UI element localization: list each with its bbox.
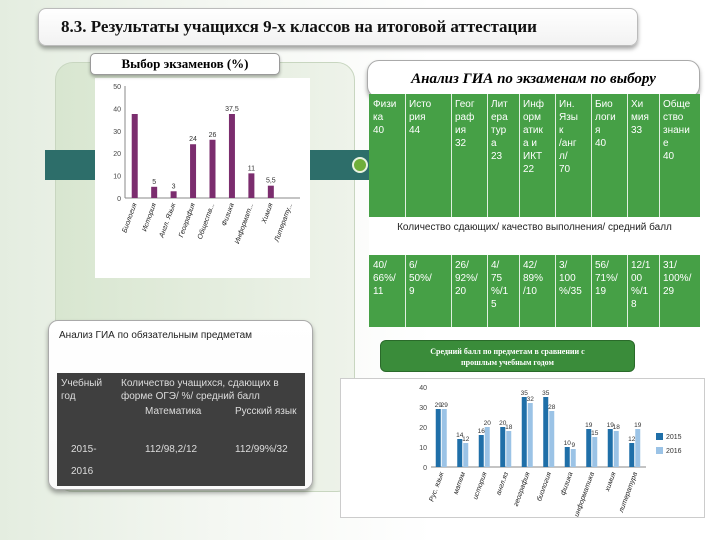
choice-table-caption: Количество сдающих/ качество выполнения/ средний балл <box>397 222 672 233</box>
table-divider <box>627 255 628 327</box>
subject-cell-line: Геог <box>455 99 475 110</box>
data-label: 35 <box>542 390 550 397</box>
result-cell <box>409 259 432 298</box>
bar <box>248 173 254 198</box>
category-label: Физика <box>221 202 236 228</box>
result-cell-line: %/1 <box>491 286 509 297</box>
mandatory-title: Анализ ГИА по обязательным предметам <box>59 330 253 341</box>
category-label: Рус. язык <box>428 471 446 503</box>
bar <box>268 186 274 198</box>
table-divider <box>487 94 488 217</box>
mandatory-panel <box>48 320 313 490</box>
analysis-header: Анализ ГИА по экзаменам по выбору <box>367 60 700 98</box>
bar-2016 <box>614 431 619 467</box>
exam-choice-label: Выбор экзаменов (%) <box>90 53 280 75</box>
year-cell <box>71 439 97 483</box>
category-label: история <box>472 471 489 501</box>
table-divider <box>405 255 406 327</box>
subject-cell <box>559 98 578 176</box>
subject-cell <box>409 98 431 137</box>
bar-2015 <box>522 397 527 467</box>
bar <box>229 114 235 198</box>
result-cell-line: 100%/ <box>663 273 692 284</box>
table-divider <box>451 255 452 327</box>
result-cell <box>523 259 543 298</box>
result-cell <box>559 259 582 298</box>
result-cell-line: 12/1 <box>631 260 651 271</box>
subject-cell-line: Био <box>595 99 613 110</box>
bar-2016 <box>528 403 533 467</box>
data-label: 12 <box>462 436 470 443</box>
data-label: 20 <box>483 420 491 427</box>
subject-cell-line: атик <box>523 125 543 136</box>
math-value: 112/98,2/12 <box>145 444 198 455</box>
bar-2016 <box>442 409 447 467</box>
subject-cell-line: Хи <box>631 99 644 110</box>
col-count-header <box>121 377 303 403</box>
legend-swatch <box>656 447 663 454</box>
result-cell-line: 00 <box>631 273 643 284</box>
data-label: 24 <box>189 136 197 144</box>
data-label: 5,5 <box>265 177 276 185</box>
y-tick-label: 40 <box>113 106 121 114</box>
subject-cell-line: рия <box>409 112 426 123</box>
data-label: 9 <box>571 442 576 449</box>
subject-cell-line: 33 <box>631 125 643 136</box>
data-label: 28 <box>548 404 556 411</box>
result-cell-line: 20 <box>455 286 467 297</box>
y-tick-label: 30 <box>419 405 427 412</box>
year-line: 2016 <box>71 466 94 477</box>
category-label: информатика <box>573 471 597 518</box>
data-label: 29 <box>434 402 442 409</box>
category-label: История <box>141 202 159 233</box>
result-cell <box>595 259 618 298</box>
y-tick-label: 30 <box>113 128 121 136</box>
bar-2015 <box>629 443 634 467</box>
category-label: биология <box>536 471 554 503</box>
y-tick-label: 20 <box>419 425 427 432</box>
math-header: Математика <box>145 406 202 417</box>
subject-cell-line: л/ <box>559 151 568 162</box>
y-tick-label: 40 <box>419 385 427 392</box>
result-cell-line: 11 <box>373 286 384 297</box>
subject-cell-line: орм <box>523 112 541 123</box>
subject-cell-line: а <box>491 138 497 149</box>
bar-2016 <box>549 411 554 467</box>
result-cell-line: 42/ <box>523 260 537 271</box>
table-divider <box>555 94 556 217</box>
result-cell <box>491 259 508 311</box>
table-divider <box>519 255 520 327</box>
category-label: Англ. Язык <box>158 202 178 239</box>
result-cell-line: 50%/ <box>409 273 432 284</box>
legend-label: 2015 <box>666 434 682 441</box>
result-cell-line: 5 <box>491 299 497 310</box>
y-tick-label: 0 <box>117 196 121 203</box>
result-cell-line: %/35 <box>559 286 582 297</box>
subject-cell-line: а и <box>523 138 537 149</box>
bar-2016 <box>506 431 511 467</box>
result-cell-line: 75 <box>491 273 503 284</box>
slide-title: 8.3. Результаты учащихся 9-х классов на итоговой аттестации <box>38 8 638 46</box>
data-label: 12 <box>628 436 636 443</box>
data-label: 10 <box>563 440 571 447</box>
subject-cell-line: знани <box>663 125 690 136</box>
subject-cell-line: 44 <box>409 125 421 136</box>
subject-cell-line: 40 <box>595 138 607 149</box>
y-tick-label: 10 <box>113 173 121 181</box>
result-cell-line: 100 <box>559 273 576 284</box>
subject-cell-line: мия <box>631 112 649 123</box>
category-label: география <box>512 471 532 508</box>
result-cell-line: %/1 <box>631 286 649 297</box>
decorative-dot <box>352 157 368 173</box>
subject-cell <box>595 98 616 150</box>
result-cell-line: 4/ <box>491 260 500 271</box>
data-label: 37,5 <box>225 106 239 113</box>
result-cell-line: 6/ <box>409 260 418 271</box>
subject-cell-line: 40 <box>663 151 675 162</box>
bar <box>190 144 196 198</box>
subject-cell-line: ка <box>373 112 384 123</box>
subject-cell <box>523 98 544 176</box>
subject-cell-line: /анг <box>559 138 577 149</box>
category-label: Химия <box>260 202 275 225</box>
year-line: 2015- <box>71 444 97 455</box>
table-divider <box>627 94 628 217</box>
col-year-line: год <box>61 391 76 402</box>
bar-2015 <box>565 447 570 467</box>
result-cell-line: 66%/ <box>373 273 396 284</box>
bar <box>132 114 138 198</box>
result-cell-line: 71%/ <box>595 273 618 284</box>
subject-cell <box>663 98 690 163</box>
table-divider <box>591 255 592 327</box>
subject-cell-line: Язы <box>559 112 578 123</box>
subject-cell-line: 40 <box>373 125 385 136</box>
category-label: литература <box>618 471 640 514</box>
table-divider <box>519 94 520 217</box>
table-divider <box>659 94 660 217</box>
result-cell-line: 29 <box>663 286 675 297</box>
bar-2015 <box>457 439 462 467</box>
bar-2016 <box>592 437 597 467</box>
subject-cell <box>455 98 475 150</box>
table-divider <box>405 94 406 217</box>
choice-table-results <box>369 255 700 327</box>
bar-2015 <box>436 409 441 467</box>
subject-cell-line: 22 <box>523 164 535 175</box>
bar-2016 <box>571 449 576 467</box>
bar <box>151 187 157 198</box>
category-label: География <box>178 202 197 239</box>
table-divider <box>451 94 452 217</box>
legend-swatch <box>656 433 663 440</box>
data-label: 26 <box>208 131 217 139</box>
category-label: Обществ... <box>196 202 217 241</box>
bar-2016 <box>463 443 468 467</box>
bar-2015 <box>479 435 484 467</box>
mandatory-table <box>57 373 305 486</box>
subject-cell-line: Обще <box>663 99 691 110</box>
subject-cell-line: 70 <box>559 164 571 175</box>
data-label: 16 <box>477 428 485 435</box>
bar <box>210 140 216 198</box>
subject-cell-line: ИКТ <box>523 151 543 162</box>
result-cell-line: 89% <box>523 273 544 284</box>
subject-cell <box>491 98 508 163</box>
russian-header: Русский язык <box>235 406 297 417</box>
result-cell <box>373 259 396 298</box>
subject-cell-line: я <box>595 125 601 136</box>
choice-table-subjects <box>369 94 700 217</box>
result-cell-line: 40/ <box>373 260 387 271</box>
subject-cell-line: Физи <box>373 99 397 110</box>
data-label: 32 <box>526 396 534 403</box>
y-tick-label: 10 <box>419 445 427 452</box>
table-divider <box>659 255 660 327</box>
result-cell-line: 56/ <box>595 260 609 271</box>
data-label: 14 <box>456 432 464 439</box>
data-label: 5 <box>152 178 157 186</box>
subject-cell-line: раф <box>455 112 475 123</box>
bar-2016 <box>635 429 640 467</box>
result-cell-line: 31/ <box>663 260 677 271</box>
avg-score-chart-svg <box>341 379 706 519</box>
col-year-header <box>61 377 102 403</box>
result-cell-line: /10 <box>523 286 537 297</box>
data-label: 18 <box>505 424 513 431</box>
category-label: физика <box>559 471 575 497</box>
data-label: 15 <box>591 430 599 437</box>
data-label: 19 <box>634 422 642 429</box>
subject-cell-line: Инф <box>523 99 544 110</box>
subject-cell-line: Исто <box>409 99 432 110</box>
table-divider <box>487 255 488 327</box>
subject-cell <box>373 98 396 137</box>
subject-cell-line: тур <box>491 125 507 136</box>
choice-table-caption-row <box>369 217 700 255</box>
data-label: 11 <box>247 165 256 173</box>
subject-cell-line: ера <box>491 112 508 123</box>
subject-cell-line: Лит <box>491 99 508 110</box>
category-label: химия <box>604 471 618 493</box>
subject-cell-line: логи <box>595 112 616 123</box>
result-cell-line: 19 <box>595 286 607 297</box>
y-tick-label: 20 <box>113 151 121 159</box>
result-cell-line: 8 <box>631 299 637 310</box>
data-label: 3 <box>171 183 176 191</box>
bar <box>171 191 177 198</box>
avg-score-header-line: прошлым учебным годом <box>461 358 554 367</box>
result-cell-line: 92%/ <box>455 273 478 284</box>
legend-label: 2016 <box>666 448 682 455</box>
category-label: матем <box>452 471 468 496</box>
col-count-line: форме ОГЭ/ %/ средний балл <box>121 391 260 402</box>
subject-cell-line: 23 <box>491 151 503 162</box>
data-label: 20 <box>499 420 507 427</box>
subject-cell-line: ия <box>455 125 467 136</box>
category-label: Биология <box>121 202 139 234</box>
avg-score-header <box>380 340 635 372</box>
data-label: 19 <box>585 422 593 429</box>
data-label: 35 <box>520 390 528 397</box>
result-cell <box>663 259 691 298</box>
result-cell-line: 3/ <box>559 260 568 271</box>
y-tick-label: 50 <box>113 84 121 91</box>
col-year-line: Учебный <box>61 378 103 389</box>
result-cell <box>455 259 478 298</box>
data-label: 29 <box>440 402 448 409</box>
subject-cell-line: ство <box>663 112 684 123</box>
russian-value: 112/99%/32 <box>235 444 288 455</box>
category-label: Информат... <box>234 202 256 245</box>
data-label: 18 <box>612 424 620 431</box>
col-count-line: Количество учащихся, сдающих в <box>121 378 279 389</box>
result-cell-line: 9 <box>409 286 415 297</box>
avg-score-chart <box>340 378 705 518</box>
table-divider <box>555 255 556 327</box>
table-divider <box>591 94 592 217</box>
subject-cell-line: Ин. <box>559 99 575 110</box>
bar-2016 <box>485 427 490 467</box>
result-cell <box>631 259 650 311</box>
y-tick-label: 0 <box>423 465 427 472</box>
result-cell-line: 26/ <box>455 260 469 271</box>
subject-cell-line: к <box>559 125 564 136</box>
data-label: 19 <box>606 422 614 429</box>
bar-2015 <box>608 429 613 467</box>
subject-cell-line: 32 <box>455 138 467 149</box>
exam-choice-chart-svg <box>95 78 310 278</box>
category-label: англ.яз <box>495 471 511 497</box>
bar-2015 <box>500 427 505 467</box>
category-label: Литерату... <box>273 202 295 243</box>
exam-choice-chart <box>95 78 310 278</box>
subject-cell <box>631 98 649 137</box>
avg-score-header-line: Средний балл по предметам в сравнении с <box>430 347 585 356</box>
subject-cell-line: е <box>663 138 669 149</box>
